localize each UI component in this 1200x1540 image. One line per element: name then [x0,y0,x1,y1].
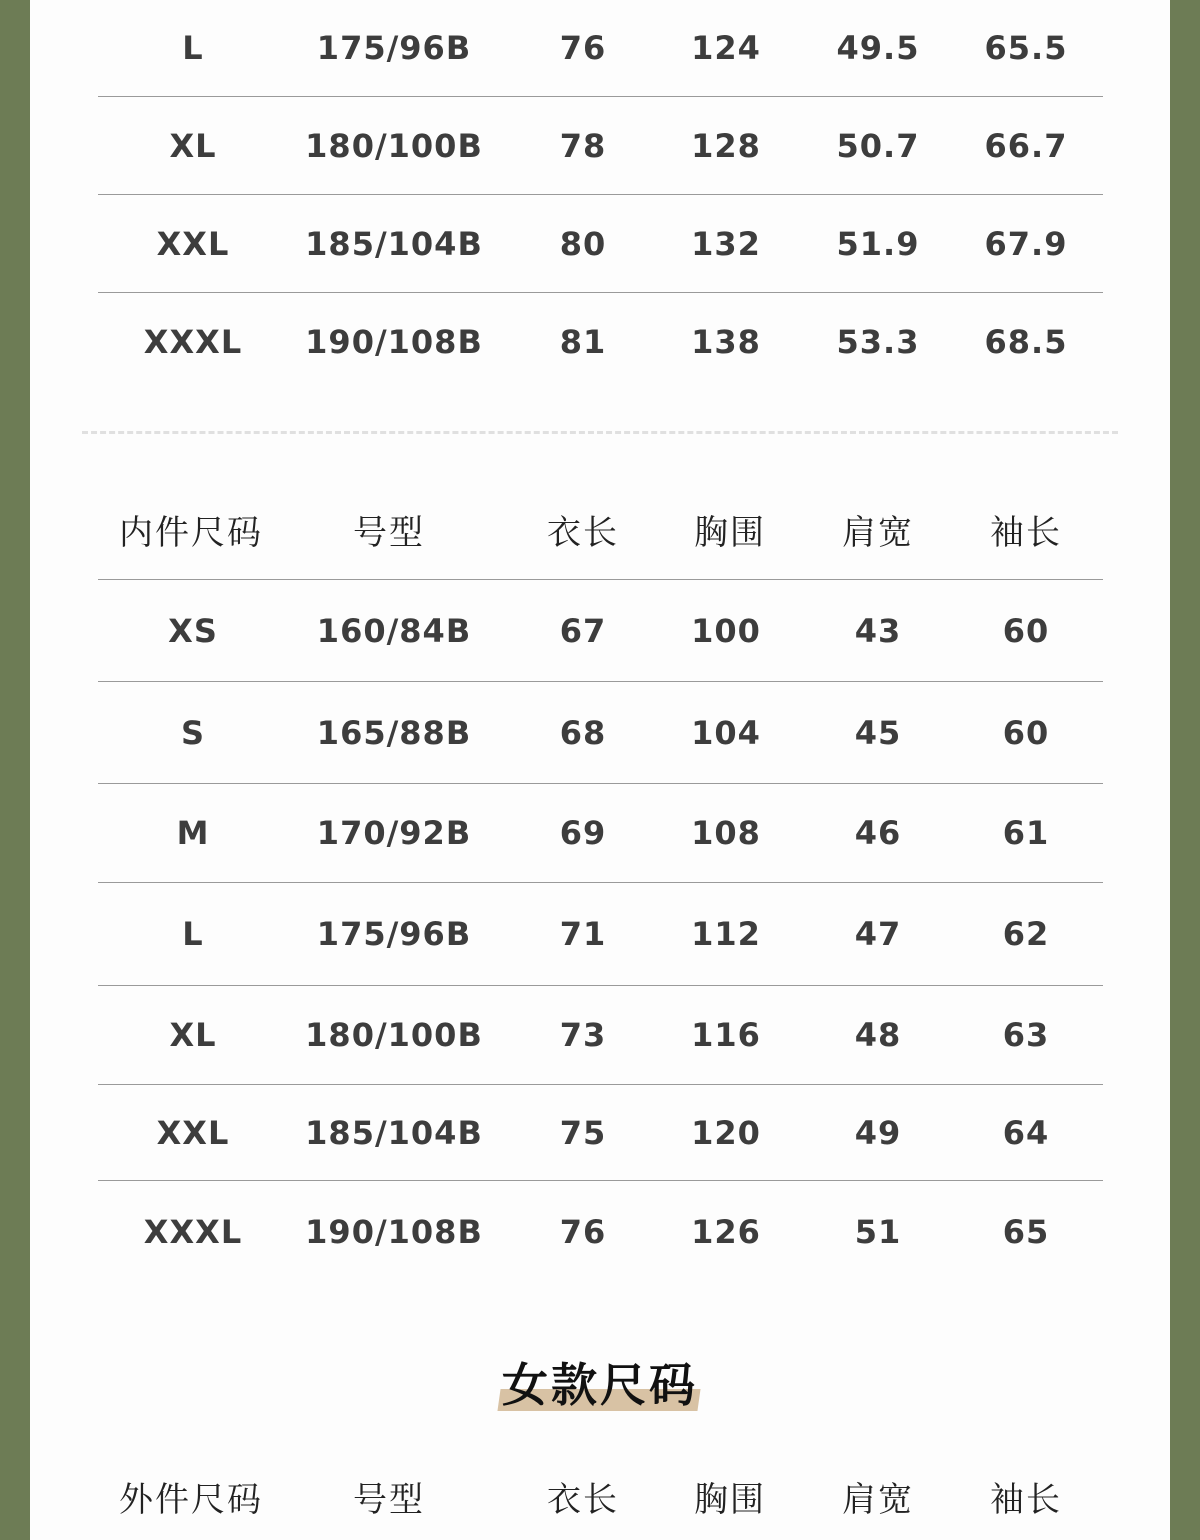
length-cell: 69 [559,814,607,852]
body-type-cell: 170/92B [316,814,472,852]
chest-cell: 112 [691,915,761,953]
sleeve-cell: 64 [1002,1113,1050,1152]
womens-table-header-row [98,1456,1103,1536]
size-cell: XXL [156,1113,230,1152]
body-type-cell: 190/108B [305,1213,483,1251]
length-cell: 71 [559,915,607,953]
sleeve-cell: 68.5 [984,323,1068,361]
body-type-cell: 180/100B [305,126,483,165]
shoulder-cell: 49 [854,1113,902,1152]
body-type-cell: 165/88B [316,713,472,752]
body-type-cell: 180/100B [305,1016,483,1054]
header-body-type: 号型 [353,1479,425,1520]
length-cell: 78 [559,126,607,165]
size-cell: XXL [156,224,230,263]
body-type-cell: 175/96B [316,29,472,67]
table-row [98,580,1103,682]
shoulder-cell: 47 [854,915,902,953]
sleeve-cell: 63 [1002,1016,1050,1054]
table-row [98,1085,1103,1181]
size-cell: XXXL [143,323,243,361]
sleeve-cell: 66.7 [984,126,1068,165]
size-cell: L [182,915,204,953]
size-cell: XL [169,126,217,165]
body-type-cell: 175/96B [316,915,472,953]
length-cell: 81 [559,323,607,361]
table-header-row [98,480,1103,580]
sleeve-cell: 60 [1002,713,1050,752]
size-cell: S [180,713,206,752]
size-cell: L [182,29,204,67]
shoulder-cell: 46 [854,814,902,852]
shoulder-cell: 49.5 [836,29,920,67]
length-cell: 67 [559,611,607,650]
shoulder-cell: 51.9 [836,224,920,263]
length-cell: 75 [559,1113,607,1152]
sleeve-cell: 61 [1002,814,1050,852]
size-cell: M [176,814,210,852]
header-size: 外件尺码 [119,1479,263,1520]
table-row [98,195,1103,293]
header-sleeve: 袖长 [990,513,1062,553]
table-row [98,682,1103,784]
header-sleeve: 袖长 [990,1479,1062,1520]
header-length: 衣长 [547,1479,619,1520]
header-chest: 胸围 [694,513,766,553]
sleeve-cell: 62 [1002,915,1050,953]
body-type-cell: 185/104B [305,1113,483,1152]
table-row [98,293,1103,391]
chest-cell: 132 [691,224,761,263]
womens-size-section-title [0,1350,1200,1420]
chest-cell: 124 [691,29,761,67]
shoulder-cell: 50.7 [836,126,920,165]
body-type-cell: 190/108B [305,323,483,361]
size-cell: XS [168,611,218,650]
header-chest: 胸围 [694,1479,766,1520]
table-row [98,97,1103,195]
chest-cell: 120 [691,1113,761,1152]
shoulder-cell: 53.3 [836,323,920,361]
length-cell: 68 [559,713,607,752]
chest-cell: 100 [691,611,761,650]
shoulder-cell: 45 [854,713,902,752]
size-cell: XL [169,1016,217,1054]
chest-cell: 104 [691,713,761,752]
sleeve-cell: 60 [1002,611,1050,650]
header-body-type: 号型 [353,513,425,553]
header-length: 衣长 [547,513,619,553]
chest-cell: 128 [691,126,761,165]
header-shoulder: 肩宽 [842,513,914,553]
shoulder-cell: 43 [854,611,902,650]
length-cell: 80 [559,224,607,263]
section-title-text: 女款尺码 [502,1358,698,1412]
length-cell: 76 [559,1213,607,1251]
sleeve-cell: 67.9 [984,224,1068,263]
table-row [98,986,1103,1085]
table-row [98,1181,1103,1283]
header-size: 内件尺码 [119,513,263,553]
length-cell: 73 [559,1016,607,1054]
chest-cell: 116 [691,1016,761,1054]
shoulder-cell: 51 [854,1213,902,1251]
chest-cell: 108 [691,814,761,852]
dashed-divider [82,431,1118,434]
header-shoulder: 肩宽 [842,1479,914,1520]
table-row [98,784,1103,883]
table-row [98,883,1103,986]
sleeve-cell: 65 [1002,1213,1050,1251]
shoulder-cell: 48 [854,1016,902,1054]
body-type-cell: 185/104B [305,224,483,263]
chest-cell: 126 [691,1213,761,1251]
table-row [98,0,1103,97]
size-cell: XXXL [143,1213,243,1251]
body-type-cell: 160/84B [316,611,472,650]
length-cell: 76 [559,29,607,67]
chest-cell: 138 [691,323,761,361]
sleeve-cell: 65.5 [984,29,1068,67]
